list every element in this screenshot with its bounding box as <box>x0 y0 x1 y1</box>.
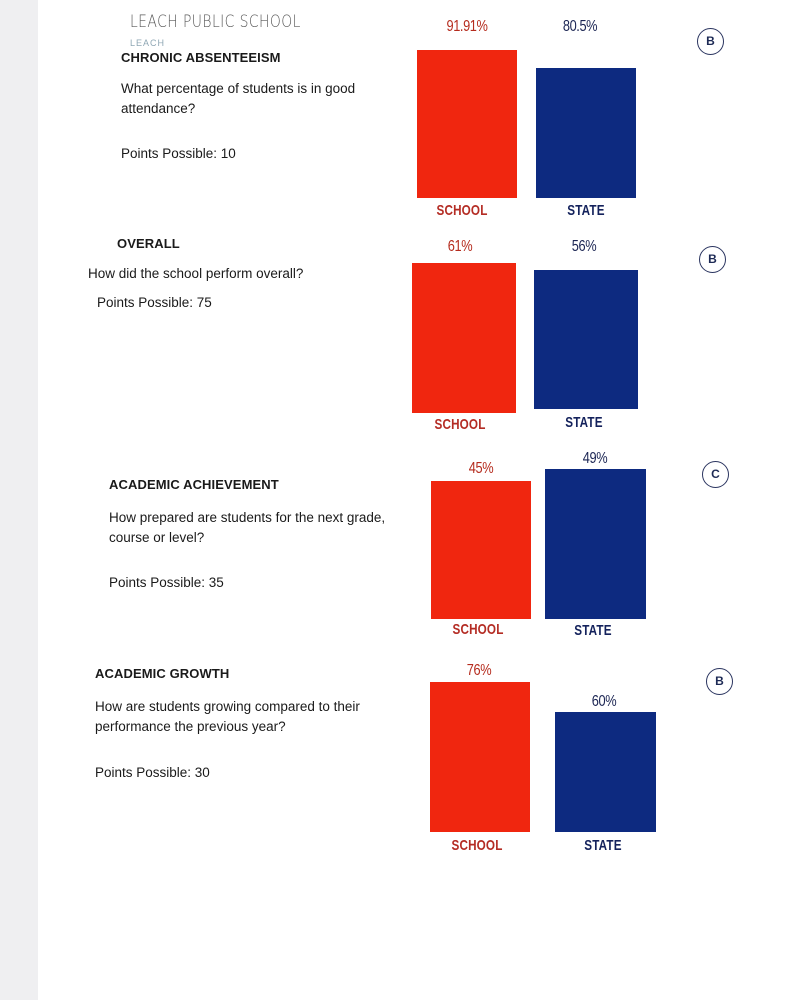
section-heading: ACADEMIC GROWTH <box>95 666 230 681</box>
section-question <box>88 264 303 284</box>
school-label: SCHOOL <box>452 621 504 638</box>
question-line: How are students growing compared to their <box>95 699 360 714</box>
school-label: SCHOOL <box>436 202 488 219</box>
state-label: STATE <box>574 622 612 639</box>
points-possible: Points Possible: 75 <box>97 295 212 310</box>
state-bar <box>545 469 646 619</box>
school-value: 91.91% <box>446 18 488 35</box>
section-question <box>95 697 360 737</box>
school-value: 76% <box>466 662 492 679</box>
question-line: attendance? <box>121 101 196 116</box>
left-gutter <box>0 0 38 1000</box>
school-bar <box>417 50 517 198</box>
section-question <box>109 508 385 548</box>
school-value: 61% <box>447 238 473 255</box>
section-heading: ACADEMIC ACHIEVEMENT <box>109 477 279 492</box>
state-label: STATE <box>567 202 605 219</box>
state-value: 56% <box>571 238 597 255</box>
grade-badge: B <box>697 28 724 55</box>
question-line: What percentage of students is in good <box>121 81 356 96</box>
school-label: SCHOOL <box>451 837 503 854</box>
grade-badge: B <box>699 246 726 273</box>
logo-subtext: LEACH <box>130 38 166 48</box>
state-value: 80.5% <box>562 18 598 35</box>
state-bar <box>534 270 638 409</box>
question-line: course or level? <box>109 530 205 545</box>
section-heading: OVERALL <box>117 236 180 251</box>
school-label: SCHOOL <box>434 416 486 433</box>
school-name: LEACH PUBLIC SCHOOL <box>130 12 301 32</box>
school-bar <box>430 682 530 832</box>
question-line: performance the previous year? <box>95 719 286 734</box>
school-bar <box>431 481 531 619</box>
school-bar <box>412 263 516 413</box>
question-line: How did the school perform overall? <box>88 266 304 281</box>
state-label: STATE <box>584 837 622 854</box>
state-value: 60% <box>591 693 617 710</box>
state-value: 49% <box>582 450 608 467</box>
section-question <box>121 79 355 119</box>
state-label: STATE <box>565 414 603 431</box>
state-bar <box>536 68 636 198</box>
points-possible: Points Possible: 30 <box>95 765 210 780</box>
school-value: 45% <box>468 460 494 477</box>
state-bar <box>555 712 656 832</box>
points-possible: Points Possible: 35 <box>109 575 224 590</box>
section-heading: CHRONIC ABSENTEEISM <box>121 50 281 65</box>
points-possible: Points Possible: 10 <box>121 146 236 161</box>
grade-badge: B <box>706 668 733 695</box>
grade-badge: C <box>702 461 729 488</box>
question-line: How prepared are students for the next grade, <box>109 510 386 525</box>
